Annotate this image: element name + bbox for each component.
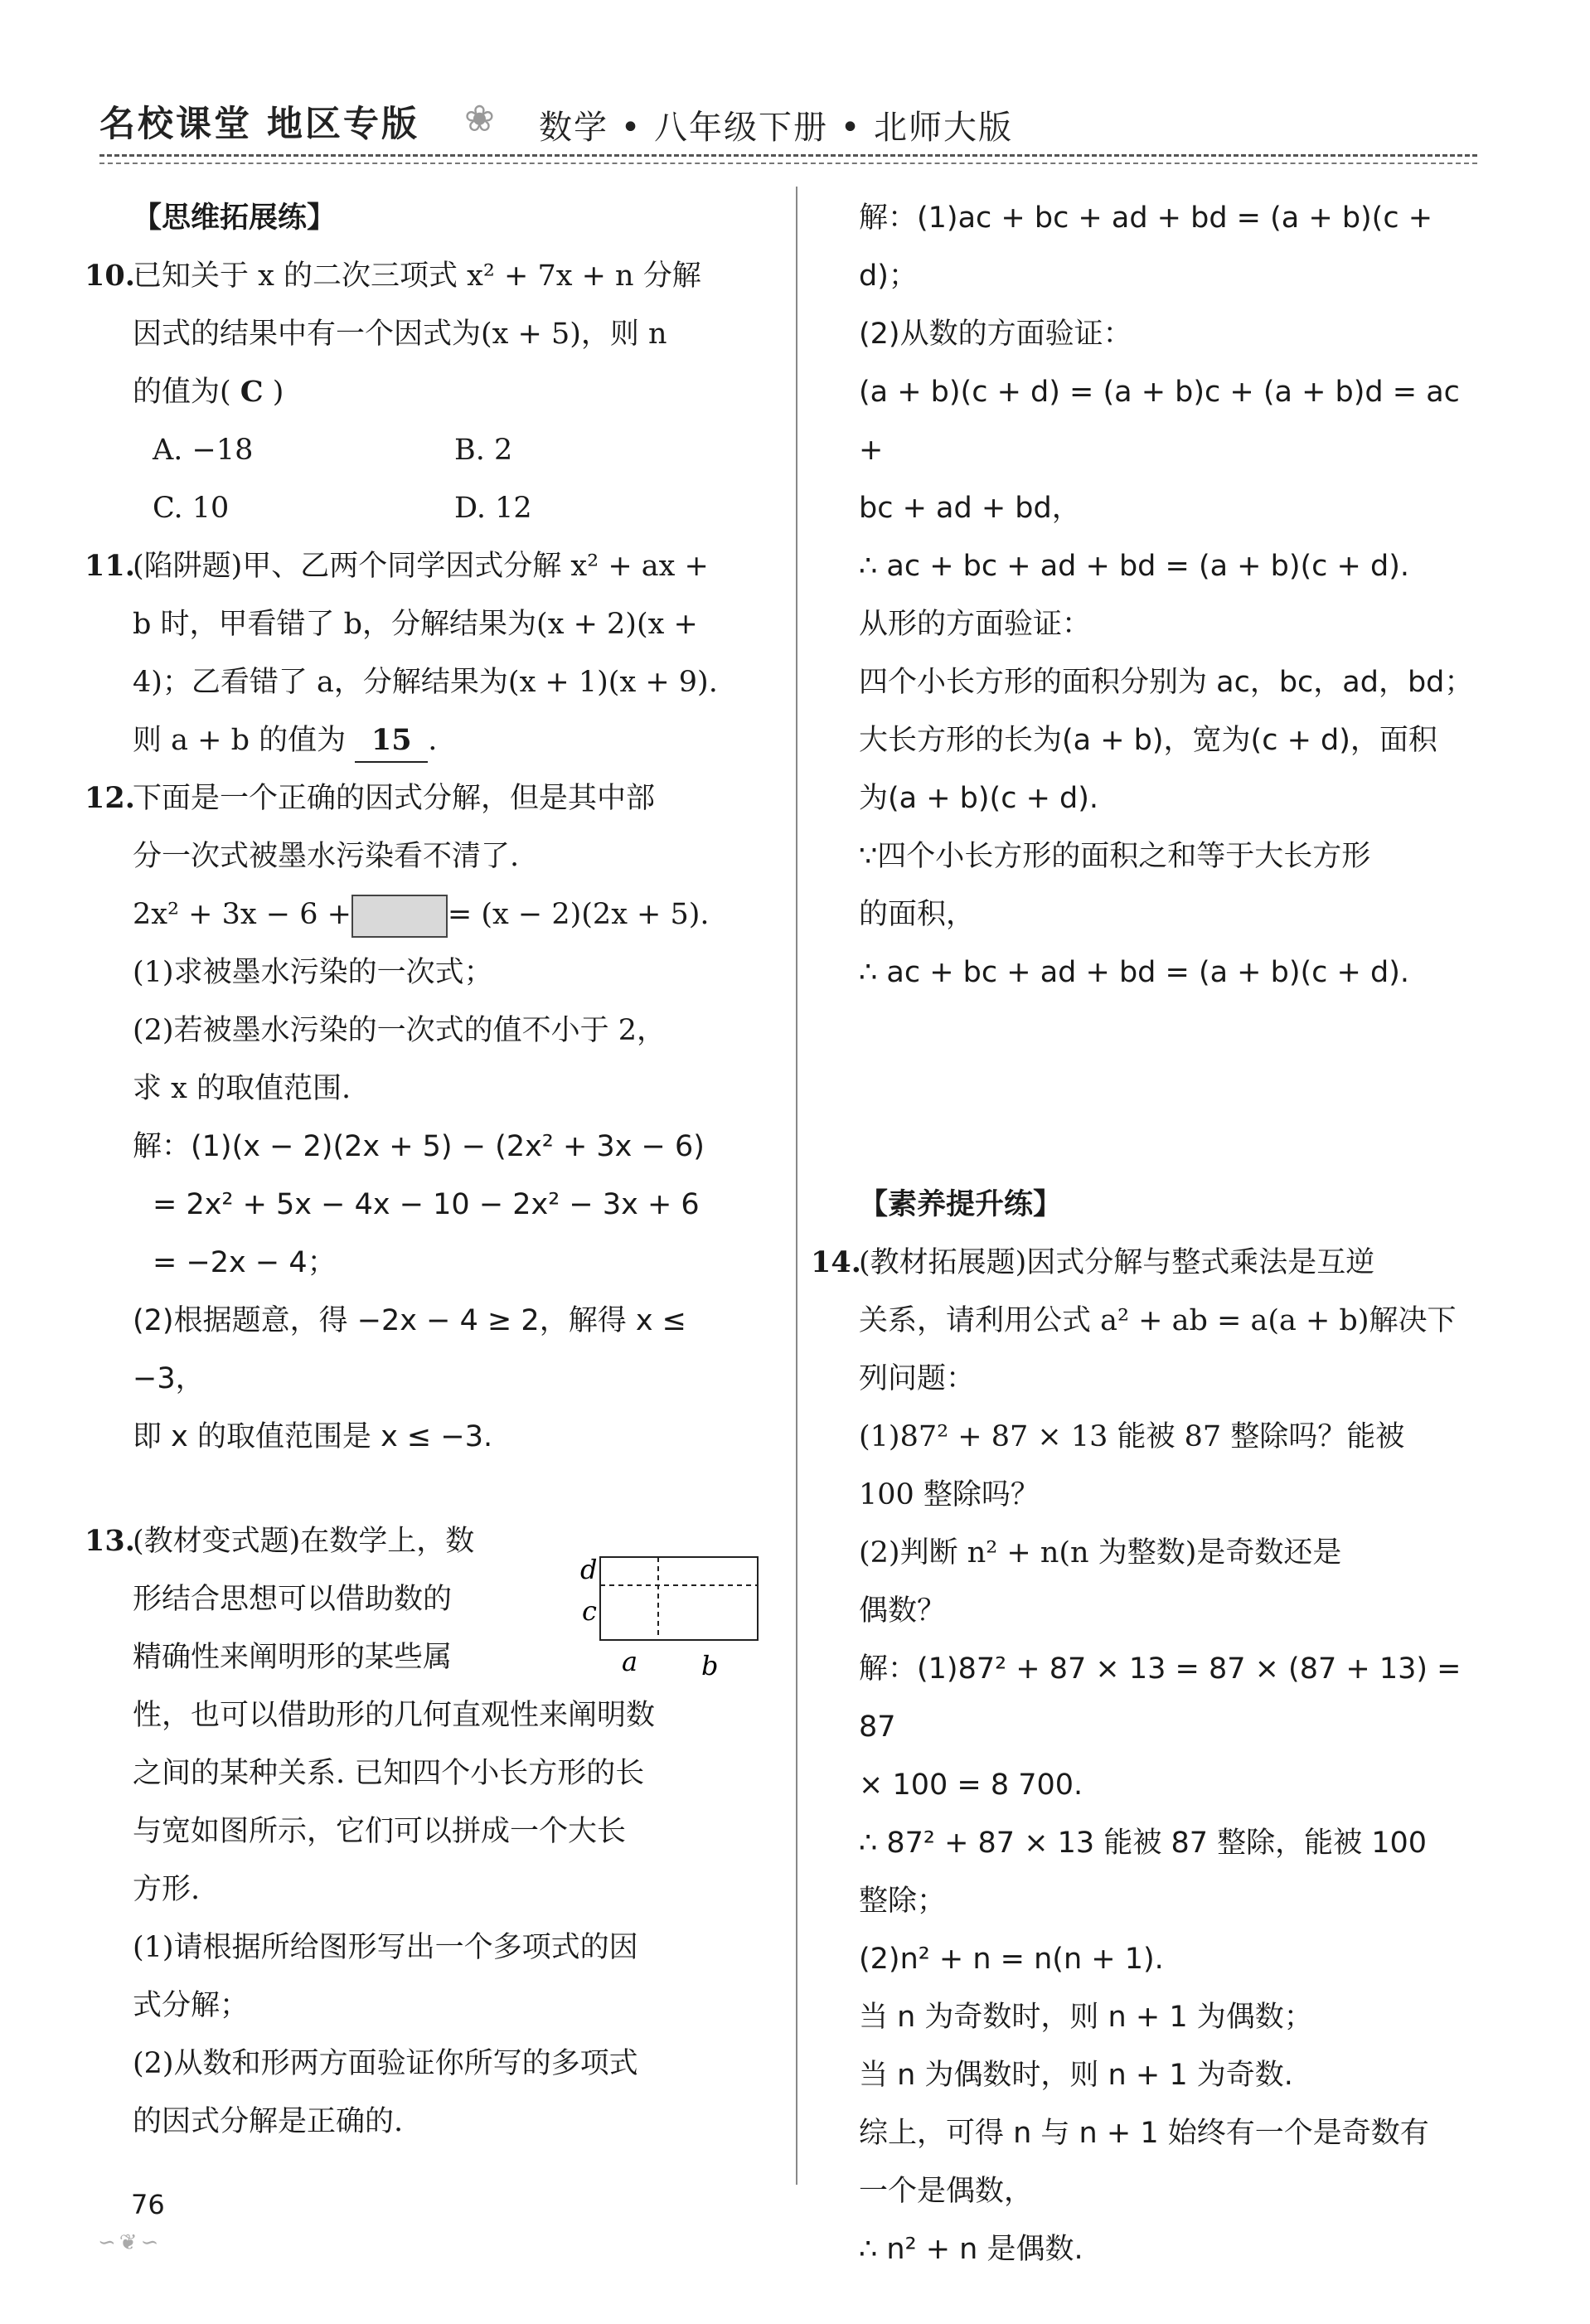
page-header [99, 90, 1476, 158]
question-text: (教材变式题)在数学上，数 [133, 1525, 475, 1558]
solution-line: = −2x − 4； [153, 1246, 337, 1279]
solution-line: 解：(1)(x − 2)(2x + 5) − (2x² + 3x − 6) [133, 1130, 705, 1163]
outer-rectangle [600, 1557, 758, 1640]
question-number: 14. [811, 1245, 861, 1279]
question-number: 13. [85, 1524, 135, 1558]
question-13-solution [859, 189, 1489, 1002]
question-part: 的因式分解是正确的. [133, 2105, 404, 2138]
options-row [133, 479, 763, 537]
solution-line: 当 n 为偶数时，则 n + 1 为奇数. [859, 2059, 1293, 2092]
options-row [133, 421, 763, 479]
solution-line: 的面积， [859, 898, 976, 931]
page-number: 76 [131, 2189, 165, 2220]
solution-line: ∴ n² + n 是偶数. [859, 2233, 1083, 2266]
question-text: (陷阱题)甲、乙两个同学因式分解 x² + ax + [133, 550, 709, 583]
solution-line: 一个是偶数， [859, 2175, 1034, 2208]
solution-line: (a + b)(c + d) = (a + b)c + (a + b)d = ac + [859, 376, 1460, 467]
question-14 [811, 1234, 1489, 2278]
label-d: d [580, 1554, 598, 1585]
question-11 [85, 537, 763, 769]
option-c: C. 10 [153, 492, 230, 525]
question-text: 已知关于 x 的二次三项式 x² + 7x + n 分解 [133, 260, 701, 293]
question-text: 下面是一个正确的因式分解，但是其中部 [133, 782, 656, 815]
question-text: 列问题： [859, 1362, 976, 1395]
option-a: A. −18 [153, 434, 254, 467]
question-text: 形结合思想可以借助数的 [133, 1583, 453, 1616]
question-text: 精确性来阐明形的某些属 [133, 1641, 453, 1674]
solution-line: 解：(1)ac + bc + ad + bd = (a + b)(c + d)； [859, 201, 1433, 293]
equation: 2x² + 3x − 6 + = (x − 2)(2x + 5). [133, 885, 763, 944]
question-text: 关系，请利用公式 a² + ab = a(a + b)解决下 [859, 1304, 1457, 1337]
question-text: (教材拓展题)因式分解与整式乘法是互逆 [859, 1246, 1375, 1279]
solution-line: 当 n 为奇数时，则 n + 1 为偶数； [859, 2001, 1313, 2034]
solution-line: bc + ad + bd， [859, 492, 1081, 525]
solution-line: ∵四个小长方形的面积之和等于大长方形 [859, 840, 1371, 873]
solution-line: 为(a + b)(c + d). [859, 782, 1099, 815]
rectangle-diagram [572, 1550, 771, 1683]
question-part: (2)判断 n² + n(n 为整数)是奇数还是 [859, 1536, 1342, 1570]
solution-line: ∴ ac + bc + ad + bd = (a + b)(c + d). [859, 956, 1409, 989]
solution-line: 即 x 的取值范围是 x ≤ −3. [133, 1420, 493, 1453]
rectangle-figure [572, 1550, 771, 1683]
solution-line: 解：(1)87² + 87 × 13 = 87 × (87 + 13) = 87 [859, 1652, 1462, 1744]
question-part: 100 整除吗？ [859, 1478, 1040, 1511]
option-d: D. 12 [454, 492, 532, 525]
solution-line: 大长方形的长为(a + b)，宽为(c + d)，面积 [859, 724, 1437, 757]
question-text: 因式的结果中有一个因式为(x + 5)，则 n [133, 318, 667, 351]
question-part: (2)若被墨水污染的一次式的值不小于 2， [133, 1014, 666, 1047]
solution-line: 综上，可得 n 与 n + 1 始终有一个是奇数有 [859, 2117, 1429, 2150]
label-b: b [701, 1650, 719, 1681]
ink-stain-box [351, 895, 448, 938]
label-a: a [622, 1646, 638, 1677]
label-c: c [582, 1595, 597, 1627]
question-text: 与宽如图所示，它们可以拼成一个大长 [133, 1815, 627, 1848]
question-text: 分一次式被墨水污染看不清了. [133, 840, 520, 873]
answer-choice: C [240, 375, 264, 409]
question-10 [85, 247, 763, 537]
solution-line: 整除； [859, 1885, 947, 1918]
question-part: 偶数？ [859, 1594, 947, 1628]
question-number: 10. [85, 259, 135, 293]
solution-line: 四个小长方形的面积分别为 ac，bc，ad，bd； [859, 666, 1474, 699]
question-number: 12. [85, 781, 135, 815]
question-part: (1)求被墨水污染的一次式； [133, 956, 493, 989]
solution-line: (2)从数的方面验证： [859, 318, 1132, 351]
question-part: (1)请根据所给图形写出一个多项式的因 [133, 1931, 638, 1964]
solution-line: ∴ 87² + 87 × 13 能被 87 整除，能被 100 [859, 1827, 1428, 1860]
section-title-competency: 【素养提升练】 [859, 1188, 1063, 1221]
book-subject: 数学 • 八年级下册 • 北师大版 [539, 109, 1014, 147]
question-text: 性，也可以借助形的几何直观性来阐明数 [133, 1699, 656, 1732]
solution-line: = 2x² + 5x − 4x − 10 − 2x² − 3x + 6 [153, 1188, 700, 1221]
answer-blank: 15 [355, 720, 428, 763]
question-12 [85, 769, 763, 1466]
section-title-extension: 【思维拓展练】 [133, 201, 337, 235]
question-text: 之间的某种关系. 已知四个小长方形的长 [133, 1757, 645, 1790]
question-text: 方形. [133, 1873, 201, 1906]
question-part: (2)从数和形两方面验证你所写的多项式 [133, 2047, 638, 2080]
question-text: 则 a + b 的值为 15 . [133, 711, 763, 769]
header-rule-secondary [99, 163, 1477, 164]
solution-line: 从形的方面验证： [859, 608, 1092, 641]
solution-line: −3， [133, 1362, 205, 1395]
question-part: (1)87² + 87 × 13 能被 87 整除吗？能被 [859, 1420, 1405, 1453]
question-part: 式分解； [133, 1989, 250, 2022]
right-column [811, 189, 1489, 2278]
column-divider [796, 187, 797, 2185]
solution-line: × 100 = 8 700. [859, 1768, 1083, 1802]
series-brand: 名校课堂 地区专版 [99, 104, 419, 145]
solution-line: ∴ ac + bc + ad + bd = (a + b)(c + d). [859, 550, 1409, 583]
flourish-icon: ❀ [464, 98, 495, 140]
option-b: B. 2 [454, 434, 513, 467]
question-number: 11. [85, 549, 135, 583]
solution-line: (2)根据题意，得 −2x − 4 ≥ 2，解得 x ≤ [133, 1304, 686, 1337]
question-text: 的值为( C ) [133, 375, 284, 409]
footer-ornament-icon: ∽❦∽ [98, 2230, 162, 2255]
left-column [85, 189, 763, 2151]
question-part: 求 x 的取值范围. [133, 1072, 351, 1105]
question-text: b 时，甲看错了 b，分解结果为(x + 2)(x + [133, 608, 698, 641]
header-rule [99, 154, 1477, 157]
solution-line: (2)n² + n = n(n + 1). [859, 1943, 1164, 1976]
question-text: 4)；乙看错了 a，分解结果为(x + 1)(x + 9). [133, 666, 718, 699]
